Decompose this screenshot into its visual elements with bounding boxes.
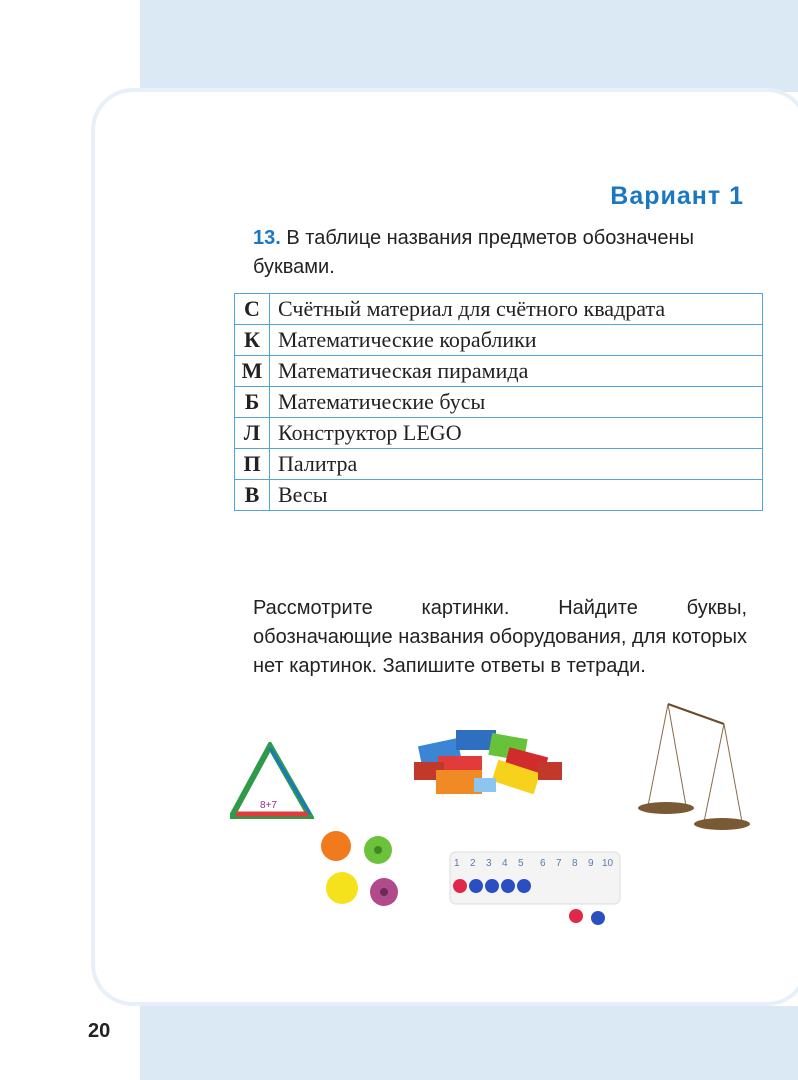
row-name: Математические бусы (270, 387, 763, 418)
instruction-text: Рассмотрите картинки. Найдите буквы, обозначающие названия оборудования, для которых нет картинок. Запишите ответы в тетради. (253, 597, 747, 677)
pyramid-image (230, 742, 314, 820)
bottom-band (140, 1006, 798, 1080)
pyramid-label: 8+7 (260, 800, 277, 811)
scales-image (634, 702, 754, 836)
row-name: Математические кораблики (270, 325, 763, 356)
beads-image (446, 846, 624, 928)
table-row (235, 449, 763, 480)
bead-number: 3 (486, 858, 492, 869)
task-text (253, 224, 747, 282)
page-number: 20 (88, 1020, 111, 1042)
variant-heading: Вариант 1 (610, 182, 744, 210)
row-letter: П (235, 449, 270, 480)
bead-number: 1 (454, 858, 460, 869)
bead-number: 9 (588, 858, 594, 869)
table-row (235, 356, 763, 387)
table-row (235, 294, 763, 325)
row-letter: К (235, 325, 270, 356)
row-letter: Л (235, 418, 270, 449)
table-row (235, 387, 763, 418)
top-band (140, 0, 798, 92)
counting-chips-image (318, 828, 398, 912)
row-letter: Б (235, 387, 270, 418)
items-table (234, 293, 763, 511)
row-name: Весы (270, 480, 763, 511)
row-letter: С (235, 294, 270, 325)
row-letter: М (235, 356, 270, 387)
table-row (235, 325, 763, 356)
table-row (235, 480, 763, 511)
lego-image (410, 722, 566, 802)
table-row (235, 418, 763, 449)
row-name: Математическая пирамида (270, 356, 763, 387)
bead-number: 7 (556, 858, 562, 869)
bead-number: 4 (502, 858, 508, 869)
bead-number: 6 (540, 858, 546, 869)
row-name: Счётный материал для счётного квадрата (270, 294, 763, 325)
bead-number: 2 (470, 858, 476, 869)
row-name: Палитра (270, 449, 763, 480)
bead-number: 10 (602, 858, 614, 869)
row-name: Конструктор LEGO (270, 418, 763, 449)
row-letter: В (235, 480, 270, 511)
bead-number: 8 (572, 858, 578, 869)
task-statement: В таблице названия предметов обозначены буквами. (253, 227, 694, 278)
task-number: 13. (253, 227, 281, 249)
bead-number: 5 (518, 858, 524, 869)
